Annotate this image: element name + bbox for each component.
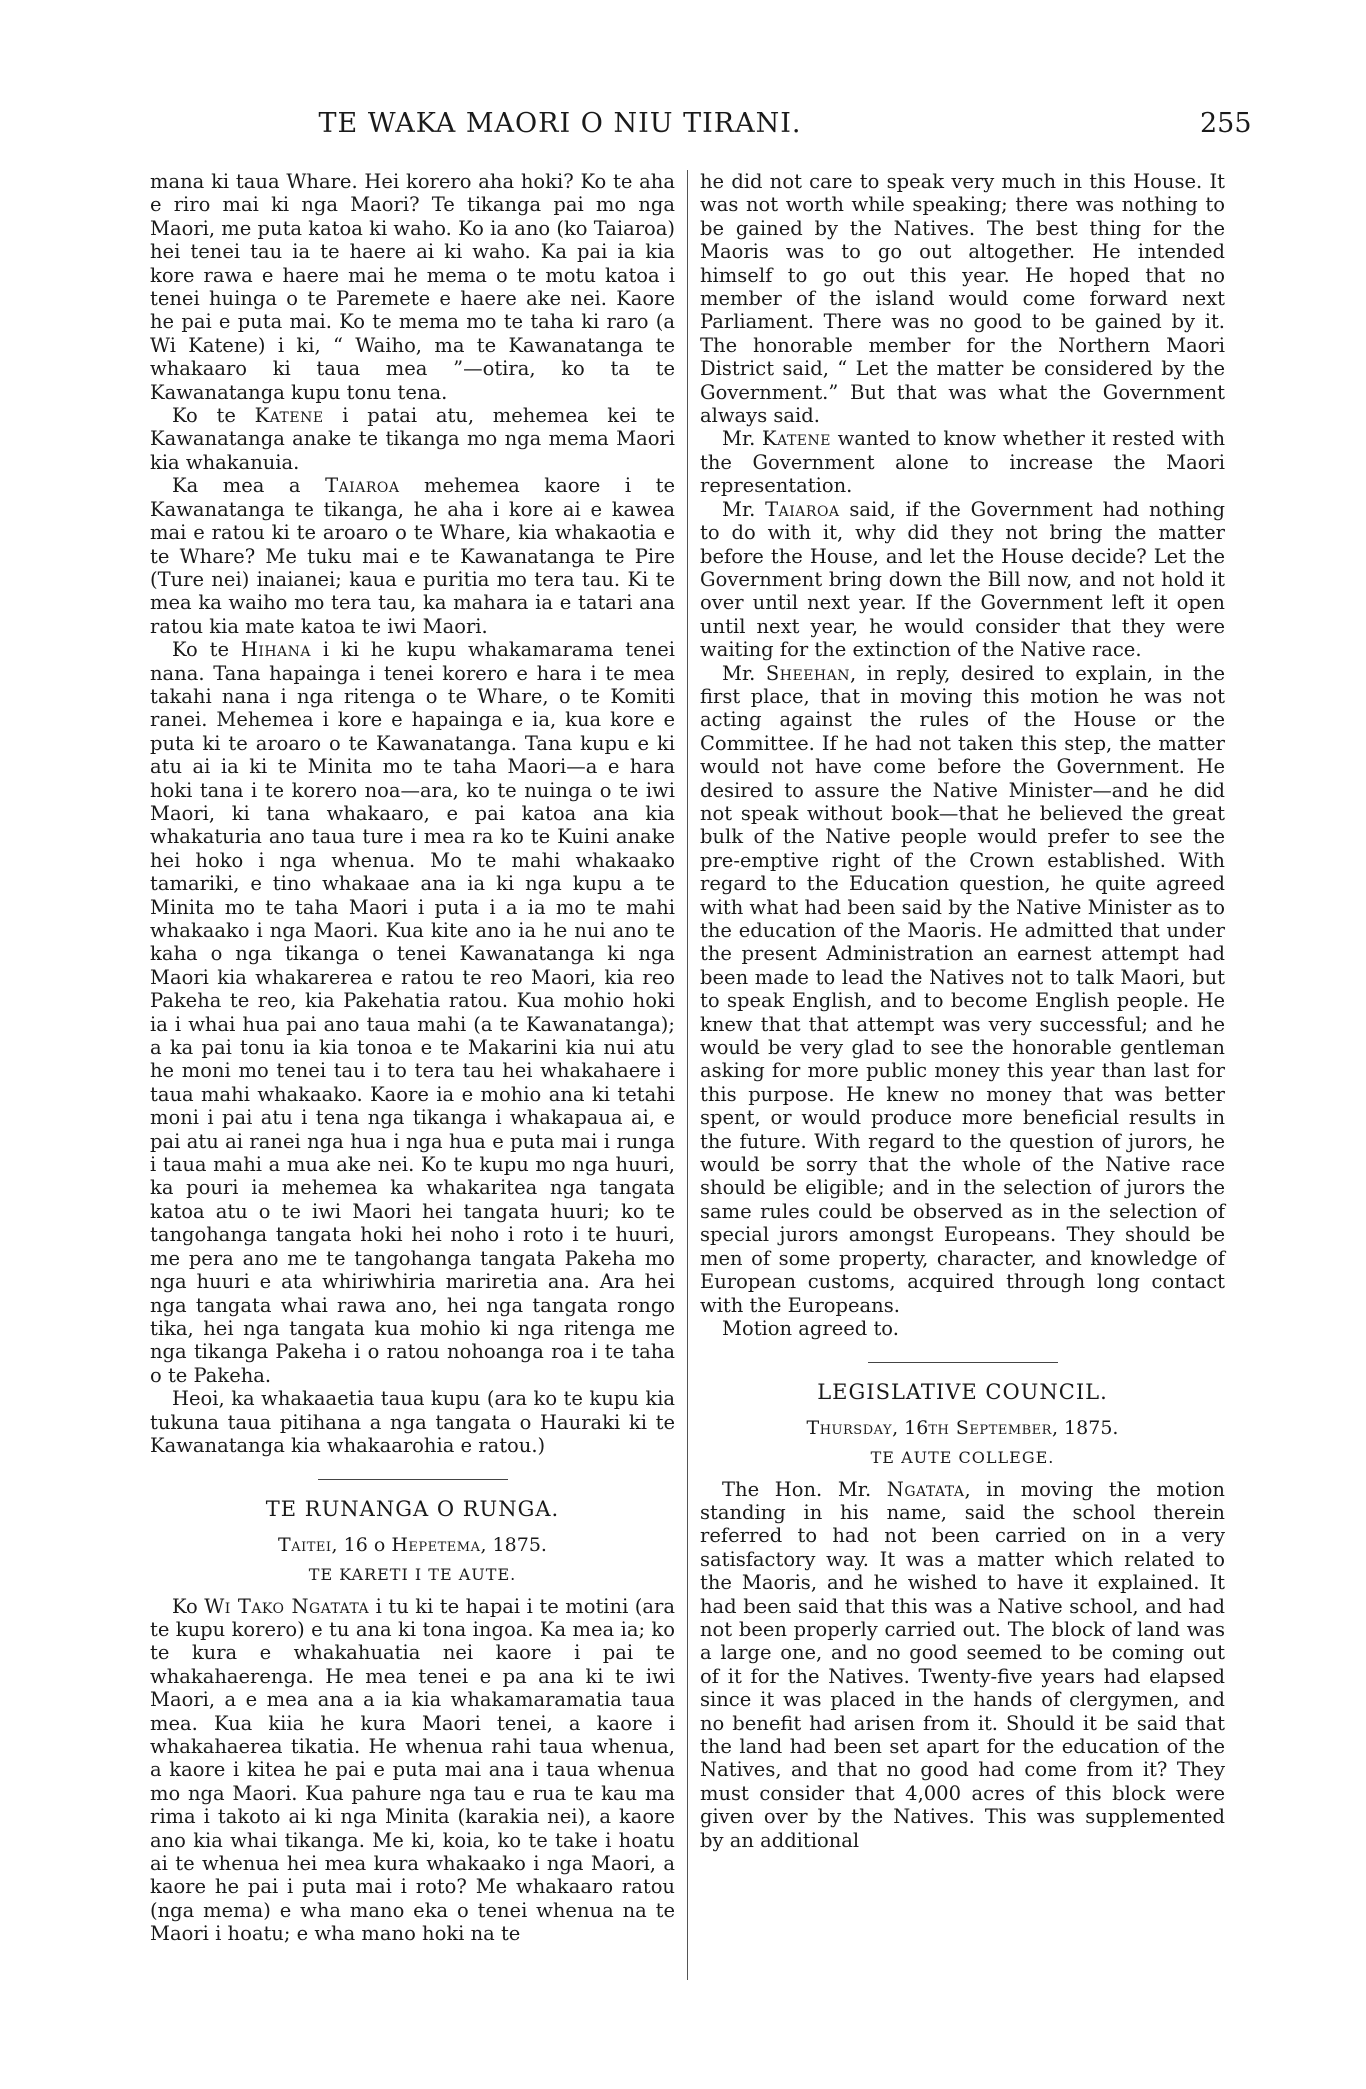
text: Ko te <box>172 404 255 428</box>
text: Mr. <box>722 661 766 685</box>
paragraph <box>150 474 675 638</box>
paragraph <box>700 662 1225 1317</box>
text: wanted to know whether it rested with the Government alone to increase the Maori representation. <box>700 427 1225 498</box>
day-name: Taitei <box>278 1533 332 1556</box>
speaker-name: Taiaroa <box>325 474 400 498</box>
section-title: LEGISLATIVE COUNCIL. <box>817 1380 1108 1405</box>
text: Mr. <box>722 427 763 451</box>
text: , 16 o <box>331 1533 392 1556</box>
paragraph <box>150 1595 675 1946</box>
text: i patai atu, mehemea kei te Kawanatanga anake te tikanga mo nga mema Maori kia whakanuia. <box>150 404 675 474</box>
text: The Hon. Mr. <box>722 1477 887 1501</box>
paragraph: mana ki taua Whare. Hei korero aha hoki? Ko te aha e riro mai ki nga Maori? Te tikanga pai mo nga Maori, me puta katoa ki waho. Ko ia ano (ko Taiaroa) hei tenei tau ia te haere ai ki waho. Ka pai ia kia kore rawa e haere mai he mema o te motu katoa i tenei huinga o te Paremete e haere ake nei. Kaore he pai e puta mai. Ko te mema mo te taha ki raro (a Wi Katene) i ki, “ Waiho, ma te Kawanatanga te whakaaro ki taua mea ”—otira, ko ta te Kawanatanga kupu tonu tena. <box>150 170 675 404</box>
section-date <box>700 1417 1225 1440</box>
paragraph <box>150 638 675 1387</box>
speaker-name: Sheehan <box>765 661 850 685</box>
text: , in moving the motion standing in his name, said the school therein referred to had not been carried on in a very satisfactory way. It was a matter which related to the Maoris, and he wished to have it explained. It had been said that this was a Native school, and had not been properly carried out. The block of land was a large one, and no good seemed to be coming out of it for the Natives. Twenty-five years had elapsed since it was placed in the hands of clergymen, and no benefit had arisen from it. Should it be said that the land had been set apart for the education of the Natives, and that no good had come from it? They must consider that 4,000 acres of this block were given over by the Natives. This was supplemented by an additional <box>700 1477 1225 1852</box>
paragraph: Heoi, ka whakaaetia taua kupu (ara ko te kupu kia tukuna taua pitihana a nga tangata o Hauraki ki te Kawanatanga kia whakaarohia e ratou.) <box>150 1387 675 1457</box>
speaker-name: Hihana <box>240 638 312 662</box>
maori-column <box>150 170 675 1946</box>
paragraph <box>150 404 675 474</box>
speaker-name: Ngatata <box>886 1477 965 1501</box>
section-rule <box>868 1362 1058 1363</box>
section-title: TE RUNANGA O RUNGA. <box>265 1497 560 1522</box>
speaker-name: Wi Tako Ngatata <box>204 1594 370 1618</box>
page-header <box>0 108 1366 148</box>
section-subtitle: TE KARETI I TE AUTE. <box>308 1565 517 1585</box>
month-name: September <box>949 1416 1052 1439</box>
paragraph <box>700 498 1225 662</box>
section-date <box>150 1534 675 1557</box>
speaker-name: Katene <box>762 427 831 451</box>
text: i ki he kupu whakamarama tenei nana. Tana hapainga i tenei korero e hara i te mea takahi nana i nga ritenga o te Whare, o te Komiti ranei. Mehemea i kore e hapainga e ia, kua kore e puta ki te aroaro o te Kawanatanga. Tana kupu e ki atu ai ia ki te Minita mo te taha Maori—a e hara hoki tana i te korero noa—ara, ko te nuinga o te iwi Maori, ki tana whakaaro, e pai katoa ana kia whakaturia ano taua ture i mea ra ko te Kuini anake hei hoko i nga whenua. Mo te mahi whakaako tamariki, e tino whakaae ana ia ki nga kupu a te Minita mo te taha Maori i puta i a ia mo te mahi whakaako i nga Maori. Kua kite ano ia he nui ano te kaha o nga tikanga o tenei Kawanatanga ki nga Maori kia whakarerea e ratou te reo Maori, kia reo Pakeha te reo, kia Pakehatia ratou. Kua mohio hoki ia i whai hua pai ano taua mahi (a te Kawanatanga); a ka pai tonu ia kia tonoa e te Makarini kia nui atu he moni mo tenei tau i to tera tau hei whakahaere i taua mahi whakaako. Kaore ia e mohio ana ki tetahi moni i pai atu i tena nga tikanga i whakapaua ai, e pai atu ai ranei nga hua i nga hua e puta mai i runga i taua mahi a mua ake nei. Ko te kupu mo nga huuri, ka pouri ia mehemea ka whakaritea nga tangata katoa atu o te iwi Maori hei tangata huuri; ko te tangohanga tangata hoki hei noho i roto i te huuri, me pera ano me te tangohanga tangata Pakeha mo nga huuri e ata whiriwhiria mariretia ana. Ara hei nga tangata whai rawa ano, hei nga tangata rongo tika, hei nga tangata kua mohio ki nga ritenga me nga tikanga Pakeha i o ratou nohoanga roa i te taha o te Pakeha. <box>150 638 675 1387</box>
text: Mr. <box>722 497 766 521</box>
column-divider <box>687 170 688 1980</box>
english-column <box>700 170 1225 1852</box>
text: , 16 <box>892 1416 929 1439</box>
paragraph <box>700 427 1225 497</box>
paragraph <box>700 1478 1225 1853</box>
ordinal-suffix: th <box>928 1416 950 1439</box>
speaker-name: Katene <box>254 404 324 428</box>
text: Ka mea a <box>172 474 326 498</box>
text: , 1875. <box>1051 1416 1119 1439</box>
section-rule <box>318 1479 508 1480</box>
page-number: 255 <box>1200 108 1252 139</box>
section-subtitle: TE AUTE COLLEGE. <box>870 1448 1055 1468</box>
running-title: TE WAKA MAORI O NIU TIRANI. <box>318 108 802 139</box>
text: , 1875. <box>480 1533 547 1556</box>
day-name: Thursday <box>806 1416 893 1439</box>
paragraph: he did not care to speak very much in this House. It was not worth while speaking; there was nothing to be gained by the Natives. The best thing for the Maoris was to go out altogether. He intended himself to go out this year. He hoped that no member of the island would come forward next Parliament. There was no good to be gained by it. The honorable member for the Northern Maori District said, “ Let the matter be considered by the Government.” But that was what the Government always said. <box>700 170 1225 428</box>
text: , in reply, desired to explain, in the first place, that in moving this motion he was not acting against the rules of the House or the Committee. If he had not taken this step, the matter would not have come before the Government. He desired to assure the Native Minister—and he did not speak without book—that he believed the great bulk of the Native people would prefer to see the pre-emptive right of the Crown established. With regard to the Education question, he quite agreed with what had been said by the Native Minister as to the education of the Maoris. He admitted that under the present Administration an earnest attempt had been made to lead the Natives not to talk Maori, but to speak English, and to become English people. He knew that that attempt was very successful; and he would be very glad to see the honorable gentleman asking for more public money this year than last for this purpose. He knew no money that was better spent, or would produce more beneficial results in the future. With regard to the question of jurors, he would be sorry that the whole of the Native race should be eligible; and in the selection of jurors the same rules could be observed as in the selection of special jurors amongst Europeans. They should be men of some property, character, and knowledge of European customs, acquired through long contact with the Europeans. <box>700 661 1225 1317</box>
text: i tu ki te hapai i te motini (ara te kupu korero) e tu ana ki tona ingoa. Ka mea ia; ko te kura e whakahuatia nei kaore i pai te whakahaerenga. He mea tenei e pa ana ki te iwi Maori, a e mea ana a ia kia whakamaramatia taua mea. Kua kiia he kura Maori tenei, a kaore i whakahaerea tikatia. He whenua rahi taua whenua, a kaore i kitea he pai e puta mai ana i taua whenua mo nga Maori. Kua pahure nga tau e rua te kau ma rima i takoto ai ki nga Minita (karakia nei), a kaore ano kia whai tikanga. Me ki, koia, ko te take i hoatu ai te whenua hei mea kura whakaako i nga Maori, a kaore he pai i puta mai i roto? Me whakaaro ratou (nga mema) e wha mano eka o tenei whenua na te Maori i hoatu; e wha mano hoki na te <box>150 1594 675 1946</box>
text: mehemea kaore i te Kawanatanga te tikanga, he aha i kore ai e kawea mai e ratou ki te aroaro o te Whare, kia whakaotia e te Whare? Me tuku mai e te Kawanatanga te Pire (Ture nei) inaianei; kaua e puritia mo tera tau. Ki te mea ka waiho mo tera tau, ka mahara ia e tatari ana ratou kia mate katoa te iwi Maori. <box>150 474 675 638</box>
text: Ko te <box>172 638 241 662</box>
month-name: Hepetema <box>391 1533 481 1556</box>
speaker-name: Taiaroa <box>765 497 840 521</box>
text: said, if the Government had nothing to do with it, why did they not bring the matter before the House, and let the House decide? Let the Government bring down the Bill now, and not hold it over until next year. If the Government left it open until next year, he would consider that they were waiting for the extinction of the Native race. <box>700 497 1226 662</box>
paragraph: Motion agreed to. <box>722 1316 899 1340</box>
text: Ko <box>172 1594 205 1618</box>
